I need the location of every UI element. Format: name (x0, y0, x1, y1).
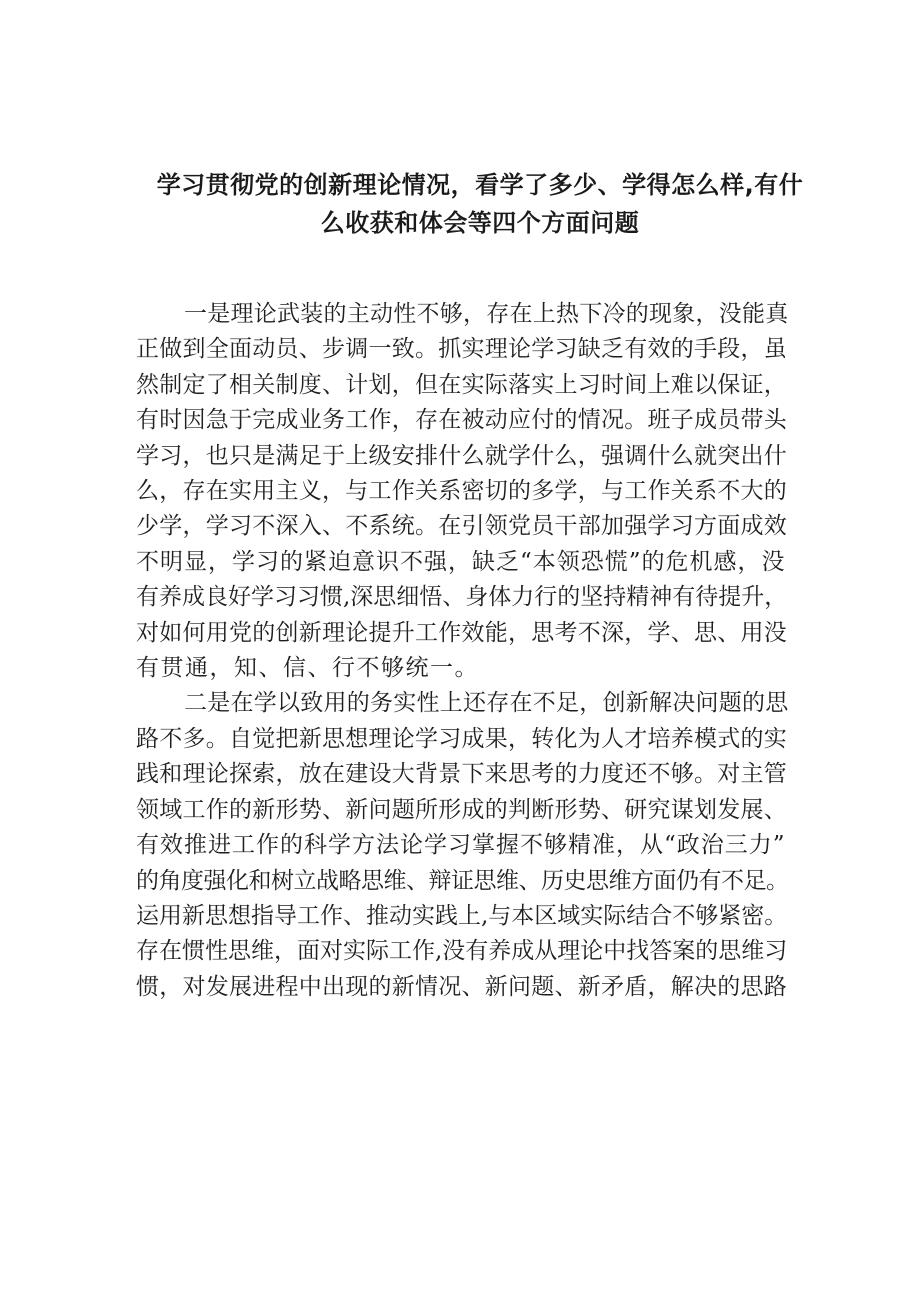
paragraph-line: 有效推进工作的科学方法论学习掌握不够精准，从“政治三力” (136, 832, 786, 859)
paragraph-line: 惯，对发展进程中出现的新情况、新问题、新矛盾，解决的思路 (136, 973, 787, 1000)
title-line: 学习贯彻党的创新理论情况，看学了多少、学得怎么样,有什 (156, 171, 804, 199)
paragraph-line: 然制定了相关制度、计划，但在实际落实上习时间上难以保证， (136, 371, 787, 398)
paragraph-line: 有时因急于完成业务工作，存在被动应付的情况。班子成员带头 (136, 407, 787, 434)
paragraph-line: 存在惯性思维，面对实际工作,没有养成从理论中找答案的思维习 (136, 938, 788, 965)
paragraph-line: 有贯通，知、信、行不够统一。 (136, 655, 479, 682)
paragraph-line: 有养成良好学习习惯,深思细悟、身体力行的坚持精神有待提升， (136, 584, 788, 611)
paragraph-line: 不明显，学习的紧迫意识不强，缺乏“本领恐慌”的危机感，没 (136, 548, 786, 575)
paragraph-1 (136, 297, 792, 686)
paragraph-line: 对如何用党的创新理论提升工作效能，思考不深，学、思、用没 (136, 619, 787, 646)
paragraph-line: 么，存在实用主义，与工作关系密切的多学，与工作关系不大的 (136, 478, 787, 505)
document-body (136, 297, 792, 1005)
paragraph-line: 正做到全面动员、步调一致。抓实理论学习缺乏有效的手段，虽 (136, 336, 787, 363)
document-title (150, 166, 810, 242)
paragraph-line: 的角度强化和树立战略思维、辩证思维、历史思维方面仍有不足。 (136, 867, 789, 894)
paragraph-line: 二是在学以致用的务实性上还存在不足，创新解决问题的思 (184, 690, 789, 717)
paragraph-line: 领域工作的新形势、新问题所形成的判断形势、研究谋划发展、 (136, 796, 787, 823)
paragraph-2 (136, 686, 792, 1005)
paragraph-line: 路不多。自觉把新思想理论学习成果，转化为人才培养模式的实 (136, 725, 787, 752)
title-line: 么收获和体会等四个方面问题 (320, 209, 640, 237)
paragraph-line: 学习，也只是满足于上级安排什么就学什么，强调什么就突出什 (136, 442, 787, 469)
paragraph-line: 少学，学习不深入、不系统。在引领党员干部加强学习方面成效 (136, 513, 787, 540)
paragraph-line: 一是理论武装的主动性不够，存在上热下冷的现象，没能真 (184, 301, 789, 327)
paragraph-line: 运用新思想指导工作、推动实践上,与本区域实际结合不够紧密。 (136, 902, 788, 929)
paragraph-line: 践和理论探索，放在建设大背景下来思考的力度还不够。对主管 (136, 761, 787, 788)
